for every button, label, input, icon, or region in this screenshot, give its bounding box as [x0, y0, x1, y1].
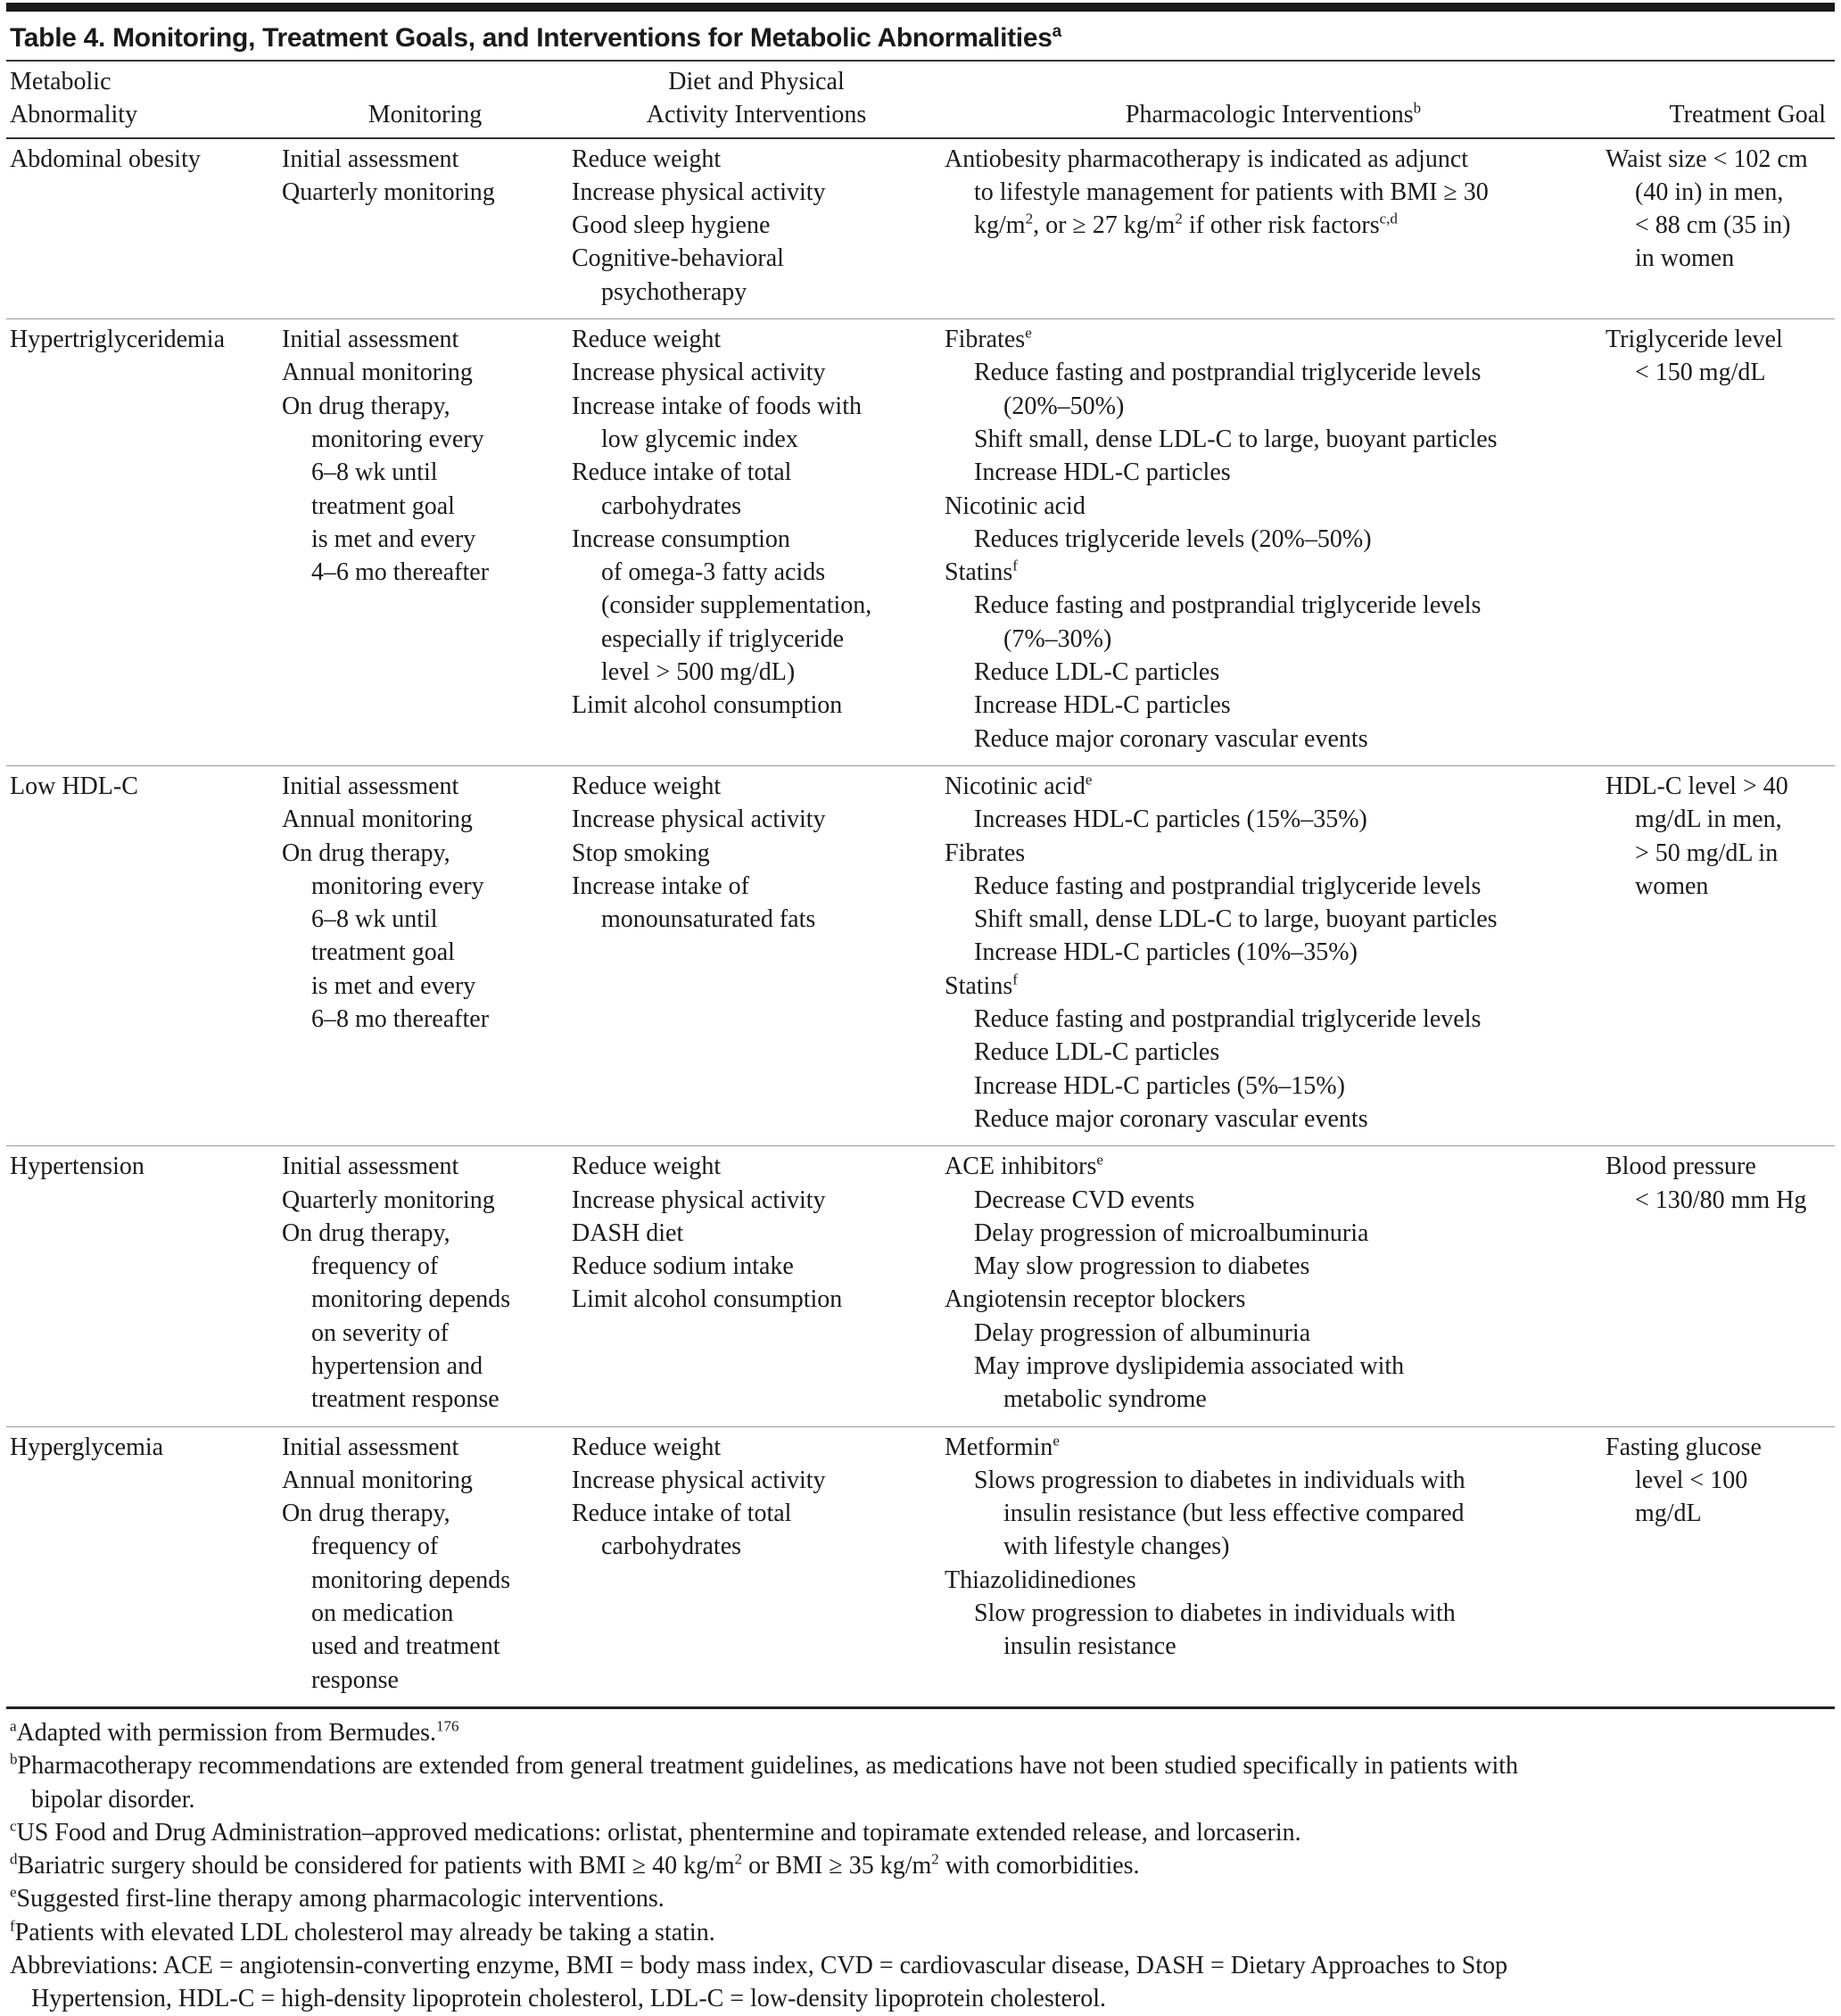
- cell-line: especially if triglyceride: [601, 624, 845, 653]
- cell-line: Antiobesity pharmacotherapy is indicated as adjunct: [945, 145, 1469, 173]
- cell-line: Cognitive-behavioral: [572, 244, 784, 273]
- footnote-marker: c: [10, 1817, 17, 1835]
- footnote-marker: e: [1085, 771, 1093, 789]
- table-row: [6, 319, 1835, 766]
- abnormality-cell: [6, 319, 278, 765]
- header-monitoring: [278, 62, 568, 137]
- cell-line: Initial assessment: [282, 145, 459, 173]
- cell-line: Shift small, dense LDL-C to large, buoyant particles: [974, 905, 1498, 934]
- cell-line: psychotherapy: [601, 277, 747, 306]
- footnote-marker: e: [1053, 1432, 1060, 1450]
- cell-line: Initial assessment: [282, 1433, 459, 1461]
- cell-line: carbohydrates: [601, 1533, 742, 1561]
- table-title: [6, 17, 1835, 60]
- cell-line: DASH diet: [572, 1219, 684, 1247]
- pharmacologic-cell: [941, 766, 1602, 1145]
- cell-line: Fasting glucose: [1606, 1433, 1762, 1461]
- cell-line: Increase HDL-C particles: [974, 459, 1231, 487]
- cell-line: Shift small, dense LDL-C to large, buoyant particles: [974, 425, 1498, 453]
- footnote-marker: 2: [931, 1850, 939, 1868]
- cell-line: (40 in) in men,: [1635, 178, 1784, 206]
- footnote-marker: e: [10, 1884, 17, 1902]
- header-line: Monitoring: [367, 101, 483, 129]
- cell-line: to lifestyle management for patients with BMI ≥ 30: [974, 178, 1489, 206]
- table-row: [6, 766, 1835, 1146]
- footnote-marker: 2: [734, 1850, 743, 1868]
- cell-line: Reduce major coronary vascular events: [974, 1104, 1368, 1133]
- footnote-line: $^e$Suggested first-line therapy among pharmacologic interventions.: [10, 1884, 665, 1913]
- cell-line: monitoring every: [311, 872, 484, 900]
- top-rule: [6, 3, 1835, 12]
- cell-line: monitoring every: [311, 425, 484, 453]
- cell-line: (20%–50%): [1003, 392, 1125, 420]
- cell-line: Increase physical activity: [572, 178, 826, 206]
- cell-line: On drug therapy,: [282, 392, 450, 420]
- abnormality-cell: [6, 139, 278, 318]
- treatment-goal-cell: [1602, 1427, 1835, 1706]
- header-line: Activity Interventions: [646, 101, 867, 129]
- cell-line: Quarterly monitoring: [282, 178, 495, 206]
- cell-line: Nicotinic acid: [945, 492, 1086, 520]
- footnotes: [6, 1709, 1835, 2016]
- treatment-goal-cell: [1602, 1146, 1835, 1425]
- cell-line: Increase physical activity: [572, 1186, 826, 1214]
- cell-line: Waist size < 102 cm: [1606, 145, 1808, 173]
- footnote-marker: 2: [1025, 210, 1034, 227]
- cell-line: Delay progression of microalbuminuria: [974, 1219, 1369, 1247]
- cell-line: low glycemic index: [601, 425, 798, 453]
- cell-line: Quarterly monitoring: [282, 1186, 495, 1214]
- cell-line: On drug therapy,: [282, 1500, 450, 1528]
- pharmacologic-cell: [941, 319, 1602, 765]
- cell-line: Annual monitoring: [282, 1466, 473, 1494]
- cell-line: Increase HDL-C particles (5%–15%): [974, 1071, 1345, 1100]
- header-line: Pharmacologic Interventions$^b$: [1125, 99, 1422, 129]
- footnote-marker: f: [10, 1917, 15, 1935]
- monitoring-cell: [278, 319, 568, 765]
- footnote-marker: 2: [1175, 210, 1183, 227]
- cell-line: Reduce sodium intake: [572, 1252, 794, 1281]
- cell-line: 4–6 mo thereafter: [311, 558, 490, 587]
- cell-line: level < 100: [1635, 1466, 1748, 1494]
- cell-line: Fibrates: [945, 839, 1026, 867]
- table-title-text: Table 4. Monitoring, Treatment Goals, and Interventions for Metabolic Abnormalities: [10, 23, 1053, 53]
- cell-line: Slows progression to diabetes in individuals with: [974, 1466, 1465, 1494]
- cell-line: frequency of: [311, 1252, 439, 1281]
- cell-line: Reduce major coronary vascular events: [974, 724, 1368, 753]
- cell-line: < 150 mg/dL: [1635, 359, 1766, 387]
- cell-line: 6–8 wk until: [311, 905, 438, 934]
- cell-line: Reduce fasting and postprandial triglyceride levels: [974, 359, 1482, 387]
- footnote-line: $^a$Adapted with permission from Bermudes.$^{176}$: [10, 1717, 459, 1747]
- cell-line: Limit alcohol consumption: [572, 1285, 843, 1314]
- cell-line: Reduce intake of total: [572, 1500, 792, 1528]
- cell-line: Stop smoking: [572, 839, 710, 867]
- table-body: [6, 139, 1835, 1706]
- cell-line: Slow progression to diabetes in individuals with: [974, 1599, 1456, 1628]
- diet-activity-cell: [568, 139, 941, 318]
- diet-activity-cell: [568, 319, 941, 765]
- cell-line: Nicotinic acid$^e$: [945, 771, 1093, 800]
- cell-line: Blood pressure: [1606, 1153, 1756, 1181]
- cell-line: on medication: [311, 1599, 454, 1628]
- cell-line: Reduce weight: [572, 772, 722, 800]
- footnote-line: $^b$Pharmacotherapy recommendations are extended from general treatment guidelines, as medications have not been studied specifically in patients with: [10, 1750, 1519, 1781]
- cell-line: Reduce weight: [572, 1153, 722, 1181]
- cell-line: mg/dL: [1635, 1500, 1702, 1528]
- cell-line: is met and every: [311, 971, 476, 1000]
- treatment-goal-cell: [1602, 139, 1835, 318]
- cell-line: (consider supplementation,: [601, 591, 872, 620]
- cell-line: in women: [1635, 244, 1735, 273]
- table-row: [6, 1146, 1835, 1426]
- table-document: [6, 3, 1835, 2016]
- cell-line: Statins$^f$: [945, 971, 1018, 1000]
- monitoring-cell: [278, 1427, 568, 1706]
- cell-line: hypertension and: [311, 1351, 483, 1380]
- cell-line: ACE inhibitors$^e$: [945, 1151, 1103, 1181]
- cell-line: treatment response: [311, 1385, 499, 1414]
- treatment-goal-cell: [1602, 319, 1835, 765]
- pharmacologic-cell: [941, 1146, 1602, 1425]
- footnote-line: Hypertension, HDL-C = high-density lipoprotein cholesterol, LDL-C = low-density lipoprotein cholesterol.: [31, 1985, 1107, 2013]
- header-metabolic-abnormality: [6, 62, 278, 137]
- cell-line: on severity of: [311, 1318, 449, 1347]
- footnote-line: bipolar disorder.: [31, 1785, 195, 1814]
- footnote-marker: b: [10, 1750, 18, 1768]
- cell-line: with lifestyle changes): [1003, 1533, 1230, 1561]
- abnormality-name: Hypertriglyceridemia: [10, 326, 226, 354]
- footnote-marker: b: [1413, 99, 1422, 117]
- header-line: Metabolic: [10, 68, 111, 95]
- abnormality-cell: [6, 1146, 278, 1425]
- table-header: [6, 62, 1835, 137]
- cell-line: $kg/m^2$, or ≥ 27 $kg/m^2$ if other risk factors$^{c,d}$: [974, 210, 1398, 240]
- cell-line: Increase physical activity: [572, 806, 826, 834]
- header-treatment-goal: [1602, 62, 1835, 137]
- cell-line: Triglyceride level: [1606, 326, 1783, 354]
- cell-line: Angiotensin receptor blockers: [945, 1285, 1246, 1314]
- title-footnote-marker: a: [1052, 22, 1061, 41]
- abnormality-cell: [6, 766, 278, 1145]
- cell-line: Reduce weight: [572, 1433, 722, 1461]
- cell-line: HDL-C level > 40: [1606, 772, 1788, 800]
- cell-line: Fibrates$^e$: [945, 324, 1032, 354]
- cell-line: Reduce weight: [572, 326, 722, 354]
- cell-line: monounsaturated fats: [601, 905, 816, 934]
- footnote-marker: 176: [436, 1717, 459, 1735]
- footnote-marker: e: [1096, 1151, 1103, 1169]
- cell-line: Increase HDL-C particles (10%–35%): [974, 938, 1358, 967]
- footnote-marker: e: [1025, 324, 1032, 342]
- cell-line: Reduce intake of total: [572, 459, 792, 487]
- cell-line: < 88 cm (35 in): [1635, 211, 1791, 240]
- cell-line: 6–8 wk until: [311, 459, 438, 487]
- cell-line: Increase intake of foods with: [572, 392, 862, 420]
- cell-line: Metformin$^e$: [945, 1432, 1060, 1461]
- monitoring-cell: [278, 1146, 568, 1425]
- footnote-line: $^f$Patients with elevated LDL cholesterol may already be taking a statin.: [10, 1917, 715, 1946]
- cell-line: (7%–30%): [1003, 624, 1112, 653]
- cell-line: metabolic syndrome: [1003, 1385, 1207, 1414]
- cell-line: frequency of: [311, 1533, 439, 1561]
- cell-line: insulin resistance (but less effective compared: [1003, 1500, 1465, 1528]
- cell-line: treatment goal: [311, 492, 455, 520]
- footnote-marker: f: [1012, 557, 1018, 574]
- abnormality-cell: [6, 1427, 278, 1706]
- table-row: [6, 139, 1835, 319]
- cell-line: Increases HDL-C particles (15%–35%): [974, 806, 1367, 834]
- cell-line: response: [311, 1665, 399, 1694]
- monitoring-cell: [278, 139, 568, 318]
- header-pharmacologic: [941, 62, 1602, 137]
- footnote-line: $^d$Bariatric surgery should be considered for patients with BMI ≥ 40 $kg/m^2$ or BMI ≥ 35 $kg/m^2$ with comorbidities.: [10, 1850, 1140, 1880]
- cell-line: Delay progression of albuminuria: [974, 1318, 1311, 1347]
- cell-line: Increase physical activity: [572, 1466, 826, 1494]
- cell-line: mg/dL in men,: [1635, 806, 1782, 834]
- cell-line: Good sleep hygiene: [572, 211, 771, 240]
- cell-line: May slow progression to diabetes: [974, 1252, 1310, 1281]
- header-line: Treatment Goal: [1669, 101, 1826, 129]
- cell-line: used and treatment: [311, 1632, 500, 1661]
- abnormality-name: Hyperglycemia: [10, 1433, 164, 1461]
- diet-activity-cell: [568, 766, 941, 1145]
- cell-line: Thiazolidinediones: [945, 1566, 1136, 1594]
- cell-line: treatment goal: [311, 938, 455, 967]
- header-diet-activity: [568, 62, 941, 137]
- pharmacologic-cell: [941, 1427, 1602, 1706]
- cell-line: Increase physical activity: [572, 359, 826, 387]
- abnormality-name: Low HDL-C: [10, 772, 138, 800]
- cell-line: Annual monitoring: [282, 359, 473, 387]
- cell-line: women: [1635, 872, 1709, 900]
- abnormality-name: Hypertension: [10, 1153, 144, 1181]
- cell-line: On drug therapy,: [282, 839, 450, 867]
- cell-line: < 130/80 mm Hg: [1635, 1186, 1807, 1214]
- cell-line: Increase consumption: [572, 525, 790, 553]
- diet-activity-cell: [568, 1146, 941, 1425]
- cell-line: Increase HDL-C particles: [974, 691, 1231, 720]
- cell-line: Initial assessment: [282, 326, 459, 354]
- footnote-marker: a: [10, 1717, 17, 1735]
- cell-line: Limit alcohol consumption: [572, 691, 843, 720]
- cell-line: Increase intake of: [572, 872, 749, 900]
- table-row: [6, 1427, 1835, 1706]
- footnote-marker: d: [10, 1850, 18, 1868]
- pharmacologic-cell: [941, 139, 1602, 318]
- cell-line: > 50 mg/dL in: [1635, 839, 1779, 867]
- cell-line: Reduce LDL-C particles: [974, 658, 1220, 687]
- treatment-goal-cell: [1602, 766, 1835, 1145]
- footnote-marker: c,d: [1379, 210, 1398, 227]
- cell-line: May improve dyslipidemia associated with: [974, 1351, 1405, 1380]
- header-line: Abnormality: [10, 101, 138, 129]
- cell-line: Reduces triglyceride levels (20%–50%): [974, 525, 1372, 553]
- cell-line: carbohydrates: [601, 492, 742, 520]
- footnote-line: $^c$US Food and Drug Administration–approved medications: orlistat, phentermine and topiramate extended release, and lorcaserin.: [10, 1817, 1301, 1847]
- cell-line: Initial assessment: [282, 772, 459, 800]
- diet-activity-cell: [568, 1427, 941, 1706]
- cell-line: On drug therapy,: [282, 1219, 450, 1247]
- cell-line: Reduce fasting and postprandial triglyceride levels: [974, 872, 1482, 900]
- abnormality-name: Abdominal obesity: [10, 145, 201, 173]
- header-line: Diet and Physical: [668, 68, 845, 95]
- cell-line: insulin resistance: [1003, 1632, 1176, 1661]
- footnote-line: Abbreviations: ACE = angiotensin-converting enzyme, BMI = body mass index, CVD = cardiovascular disease, DASH = Dietary Approaches to Stop: [10, 1952, 1508, 1980]
- cell-line: Reduce fasting and postprandial triglyceride levels: [974, 1005, 1482, 1034]
- cell-line: Statins$^f$: [945, 557, 1018, 587]
- footnote-marker: f: [1012, 971, 1018, 988]
- cell-line: Reduce fasting and postprandial triglyceride levels: [974, 591, 1482, 620]
- cell-line: Annual monitoring: [282, 806, 473, 834]
- cell-line: Decrease CVD events: [974, 1186, 1195, 1214]
- cell-line: 6–8 mo thereafter: [311, 1005, 490, 1034]
- cell-line: monitoring depends: [311, 1285, 511, 1314]
- cell-line: Reduce LDL-C particles: [974, 1038, 1220, 1067]
- cell-line: of omega-3 fatty acids: [601, 558, 826, 587]
- monitoring-cell: [278, 766, 568, 1145]
- cell-line: Reduce weight: [572, 145, 722, 173]
- cell-line: level > 500 mg/dL): [601, 658, 796, 687]
- cell-line: monitoring depends: [311, 1566, 511, 1594]
- cell-line: Initial assessment: [282, 1153, 459, 1181]
- cell-line: is met and every: [311, 525, 476, 553]
